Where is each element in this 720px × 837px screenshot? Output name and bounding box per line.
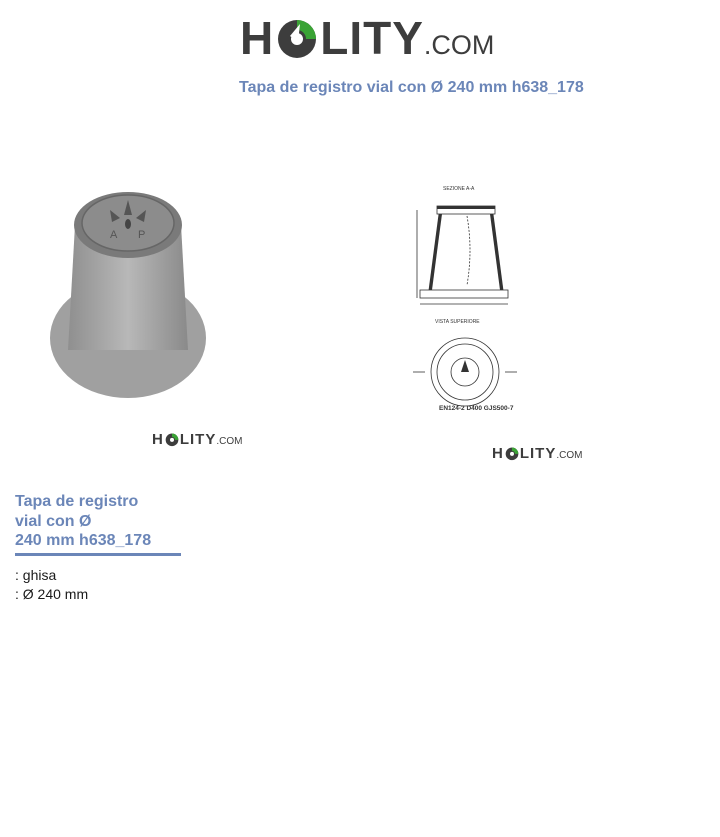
manhole-cover-photo [40, 180, 260, 420]
logo-letters-lity: LITY [320, 12, 424, 64]
logo-domain: .COM [556, 450, 583, 461]
holity-logo-small-right [492, 446, 582, 461]
drawing-top-view-label: VISTA SUPERIORE [435, 319, 480, 325]
spec-row: : ghisa [15, 567, 57, 583]
product-title-line: 240 mm h638_178 [15, 532, 152, 549]
spec-value: Ø 240 mm [22, 586, 89, 602]
logo-letter-h: H [152, 431, 164, 448]
logo-letters-lity: LITY [179, 431, 217, 448]
product-title-line: vial con Ø [15, 512, 92, 530]
spec-value: ghisa [22, 567, 57, 583]
logo-letters-lity: LITY [519, 445, 557, 462]
spec-row: : Ø 240 mm [15, 586, 89, 602]
product-title [15, 492, 181, 551]
spec-list [15, 566, 88, 604]
logo-o-icon [505, 446, 519, 461]
logo-o-icon [276, 16, 318, 60]
svg-text:P: P [138, 229, 146, 241]
page-title: Tapa de registro vial con Ø 240 mm h638_178 [239, 79, 584, 96]
holity-logo-small-left [152, 432, 242, 447]
technical-drawing [405, 180, 535, 425]
logo-domain: .COM [423, 29, 495, 60]
logo-domain: .COM [216, 436, 243, 447]
product-title-line: Tapa de registro [15, 493, 139, 510]
logo-o-icon [165, 432, 179, 447]
holity-logo [240, 8, 494, 68]
drawing-cover-text: EN124-2 D400 GJS500-7 [439, 405, 514, 412]
svg-text:A: A [110, 229, 118, 241]
title-divider [15, 553, 181, 556]
logo-letter-h: H [492, 445, 504, 462]
logo-letter-h: H [240, 12, 275, 64]
drawing-section-label: SEZIONE A-A [443, 186, 475, 192]
